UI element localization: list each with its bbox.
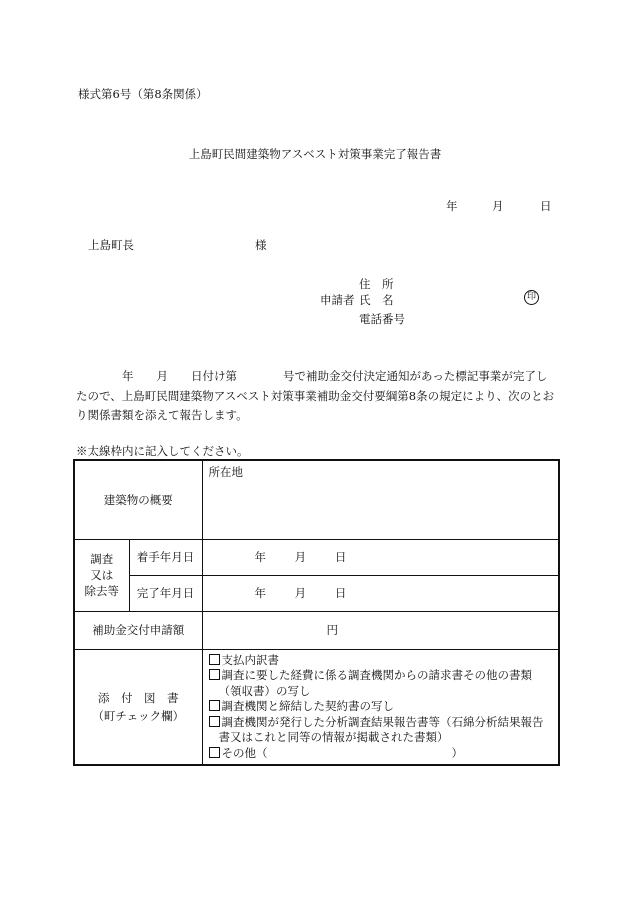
- attachments-header: [74, 649, 202, 765]
- instruction-note: ※太線枠内に記入してください。: [76, 444, 249, 458]
- attachments-sublabel: （町チェック欄）: [92, 708, 185, 723]
- attachment-item[interactable]: [209, 746, 553, 762]
- attachment-label: 調査に要した経費に係る調査機関からの請求書その他の書類: [221, 668, 532, 682]
- start-month-label: 月: [294, 550, 307, 564]
- attachment-label: 調査機関と締結した契約書の写し: [221, 699, 394, 713]
- start-date-label: 着手年月日: [129, 539, 202, 575]
- attachments-row: [74, 649, 559, 765]
- location-label: 所在地: [208, 465, 243, 479]
- attachment-label: 支払内訳書: [221, 652, 279, 667]
- page-title: 上島町民間建築物アスベスト対策事業完了報告書: [188, 147, 442, 161]
- addressee: 上島町長: [88, 238, 134, 252]
- amount-field[interactable]: [202, 611, 559, 649]
- honorific: 様: [255, 238, 267, 252]
- attachment-item[interactable]: [209, 699, 553, 715]
- end-date-field[interactable]: [202, 575, 559, 611]
- attachment-label: その他（ ）: [221, 745, 463, 760]
- checkbox-icon[interactable]: [209, 716, 220, 727]
- checkbox-icon[interactable]: [209, 700, 220, 711]
- seal-icon: 印: [524, 290, 539, 305]
- form-number: 様式第6号（第8条関係）: [78, 87, 208, 101]
- report-table: [73, 459, 560, 766]
- start-date-row: [74, 539, 559, 575]
- attachments-list: [202, 649, 559, 765]
- start-date-field[interactable]: [202, 539, 559, 575]
- applicant-phone-label: 電話番号: [359, 312, 405, 326]
- start-day-label: 日: [334, 550, 347, 564]
- date-day-label: 日: [540, 199, 552, 213]
- amount-label: 補助金交付申請額: [74, 611, 202, 649]
- amount-row: [74, 611, 559, 649]
- end-date-row: [74, 575, 559, 611]
- attachment-item[interactable]: [209, 668, 553, 684]
- attachment-continuation: 書又はこれと同等の情報が掲載された書類）: [218, 730, 449, 744]
- overview-row: [74, 460, 559, 539]
- end-date-label: 完了年月日: [129, 575, 202, 611]
- attachment-item[interactable]: [209, 715, 553, 731]
- applicant-label: 申請者: [320, 293, 355, 307]
- work-label: 調査 又は 除去等: [74, 539, 129, 611]
- attachment-label: 調査機関が発行した分析調査結果報告書等（石綿分析結果報告: [221, 714, 544, 729]
- applicant-name-label: 氏 名: [359, 293, 394, 307]
- overview-label: 建築物の概要: [74, 460, 202, 539]
- attachments-label: 添 付 図 書: [98, 690, 179, 705]
- yen-label: 円: [326, 623, 338, 637]
- applicant-address-label: 住 所: [359, 277, 394, 291]
- date-year-label: 年: [446, 199, 458, 213]
- attachment-item[interactable]: [209, 653, 553, 669]
- end-month-label: 月: [294, 586, 307, 600]
- end-year-label: 年: [254, 586, 266, 600]
- location-field[interactable]: [202, 460, 559, 539]
- date-month-label: 月: [492, 199, 504, 213]
- start-year-label: 年: [254, 550, 266, 564]
- attachment-continuation: （領収書）の写し: [218, 683, 311, 698]
- checkbox-icon[interactable]: [209, 747, 220, 758]
- checkbox-icon[interactable]: [209, 669, 220, 680]
- end-day-label: 日: [334, 586, 347, 600]
- report-body-text: 年 月 日付け第 号で補助金交付決定通知があった標記事業が完了したので、上島町民間建築物アスベスト対策事業補助金交付要綱第8条の規定により、次のとおり関係書類を添えて報告します。: [76, 369, 555, 422]
- checkbox-icon[interactable]: [209, 654, 220, 665]
